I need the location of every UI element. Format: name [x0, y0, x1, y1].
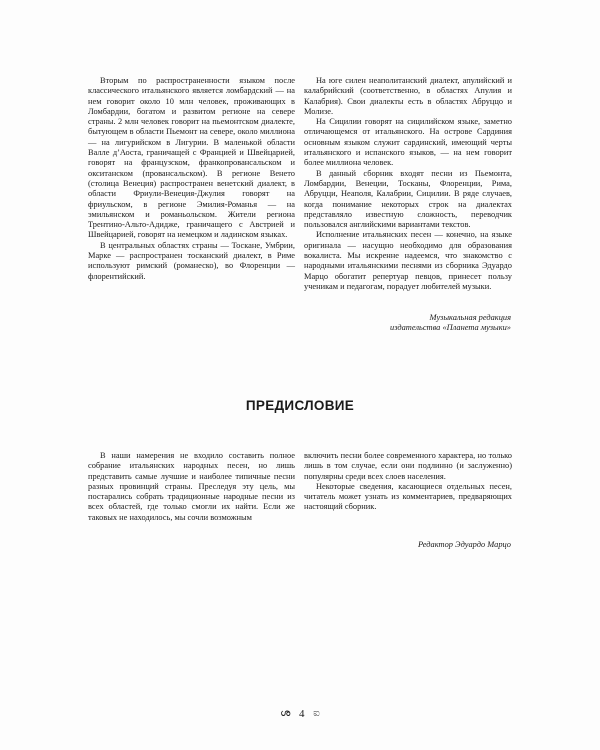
intro-left-paragraph-1: Вторым по распространенности языком после классического итальянского является ломбардский — на нем говорит около 10 млн человек, проживающих в Ломбардии, богатом и развитом регионе на севере страны. 2 млн человек говорит на пьемонтском диалекте, бытующем в области Пьемонт на севере, около миллиона — на лигурийском в Лигурии. В маленькой области Валле д’Аоста, граничащей с Францией и Швейцарией, говорят на французском, франкопровансальском и окситанском (провансальском). В регионе Венето (столица Венеция) распространен венетский диалект, в области Фриули-Венеция-Джулия говорят на фриульском, в регионе Эмилия-Романья — на эмильянском и романьольском. Жители региона Трентино-Альто-Адидже, граничащего с Австрией и Швейцарией, говорят на немецком и ладинском языках. [88, 76, 295, 240]
preface-right-paragraph-2: Некоторые сведения, касающиеся отдельных песен, читатель может узнать из комментариев, предваряющих настоящий сборник. [304, 481, 512, 512]
folio-left-ornament-icon: ശ [280, 708, 291, 720]
folio-right-ornament-icon: ಐ [313, 708, 320, 720]
preface-title: ПРЕДИСЛОВИЕ [245, 398, 355, 413]
page-folio [0, 708, 600, 720]
intro-right-paragraph-3: В данный сборник входят песни из Пьемонта, Ломбардии, Венеции, Тосканы, Флоренции, Рима, Абруцци, Неаполя, Калабрии, Сицилии. В ряде случаев, когда понимание некоторых строк на диалектах представляло известную сложность, переводчик пользовался английскими вариантами текстов. [304, 168, 512, 230]
intro-credit-line-1: Музыкальная редакция [429, 313, 511, 322]
intro-right-column [304, 76, 512, 292]
preface-right-column [304, 451, 512, 513]
intro-credit-line-2: издательства «Планета музыки» [390, 323, 511, 333]
preface-left-paragraph-1: В наши намерения не входило составить полное собрание итальянских народных песен, но лишь представить самые лучшие и наиболее типичные песни разных провинций страны. Преследуя эту цель, мы постарались собрать традиционные народные песни из всех областей, где только смогли их найти. Если же таковых не находилось, мы сочли возможным [88, 451, 295, 522]
preface-left-column [88, 451, 295, 523]
intro-right-paragraph-1: На юге силен неаполитанский диалект, апулийский и калабрийский (соответственно, в областях Апулия и Калабрия). Свои диалекты есть в областях Абруццо и Молизе. [304, 76, 512, 116]
intro-right-paragraph-2: На Сицилии говорят на сицилийском языке, заметно отличающемся от итальянского. На острове Сардиния основным языком служит сардинский, имеющий черты итальянского и испанского языков, — на нем говорит более миллиона человек. [304, 117, 512, 168]
intro-credit [390, 313, 511, 334]
intro-right-paragraph-4: Исполнение итальянских песен — конечно, на языке оригинала — насущно необходимо для образования вокалиста. Мы искренне надеемся, что знакомство с народными итальянскими песнями из сборника Эдуардо Марцо обогатит репертуар певцов, принесет пользу ученикам и педагогам, порадует любителей музыки. [304, 230, 512, 291]
intro-left-column [88, 76, 295, 282]
intro-left-paragraph-2: В центральных областях страны — Тоскане, Умбрии, Марке — распространен тосканский диалект, в Риме используют римский (романеско), во Флоренции — флорентийский. [88, 240, 295, 281]
page-number: 4 [299, 708, 305, 721]
preface-credit: Редактор Эдуардо Марцо [417, 540, 511, 549]
preface-right-paragraph-1: включить песни более современного характера, но только лишь в том случае, если они подлинно (и заслуженно) популярны среди всех слоев населения. [304, 451, 512, 481]
